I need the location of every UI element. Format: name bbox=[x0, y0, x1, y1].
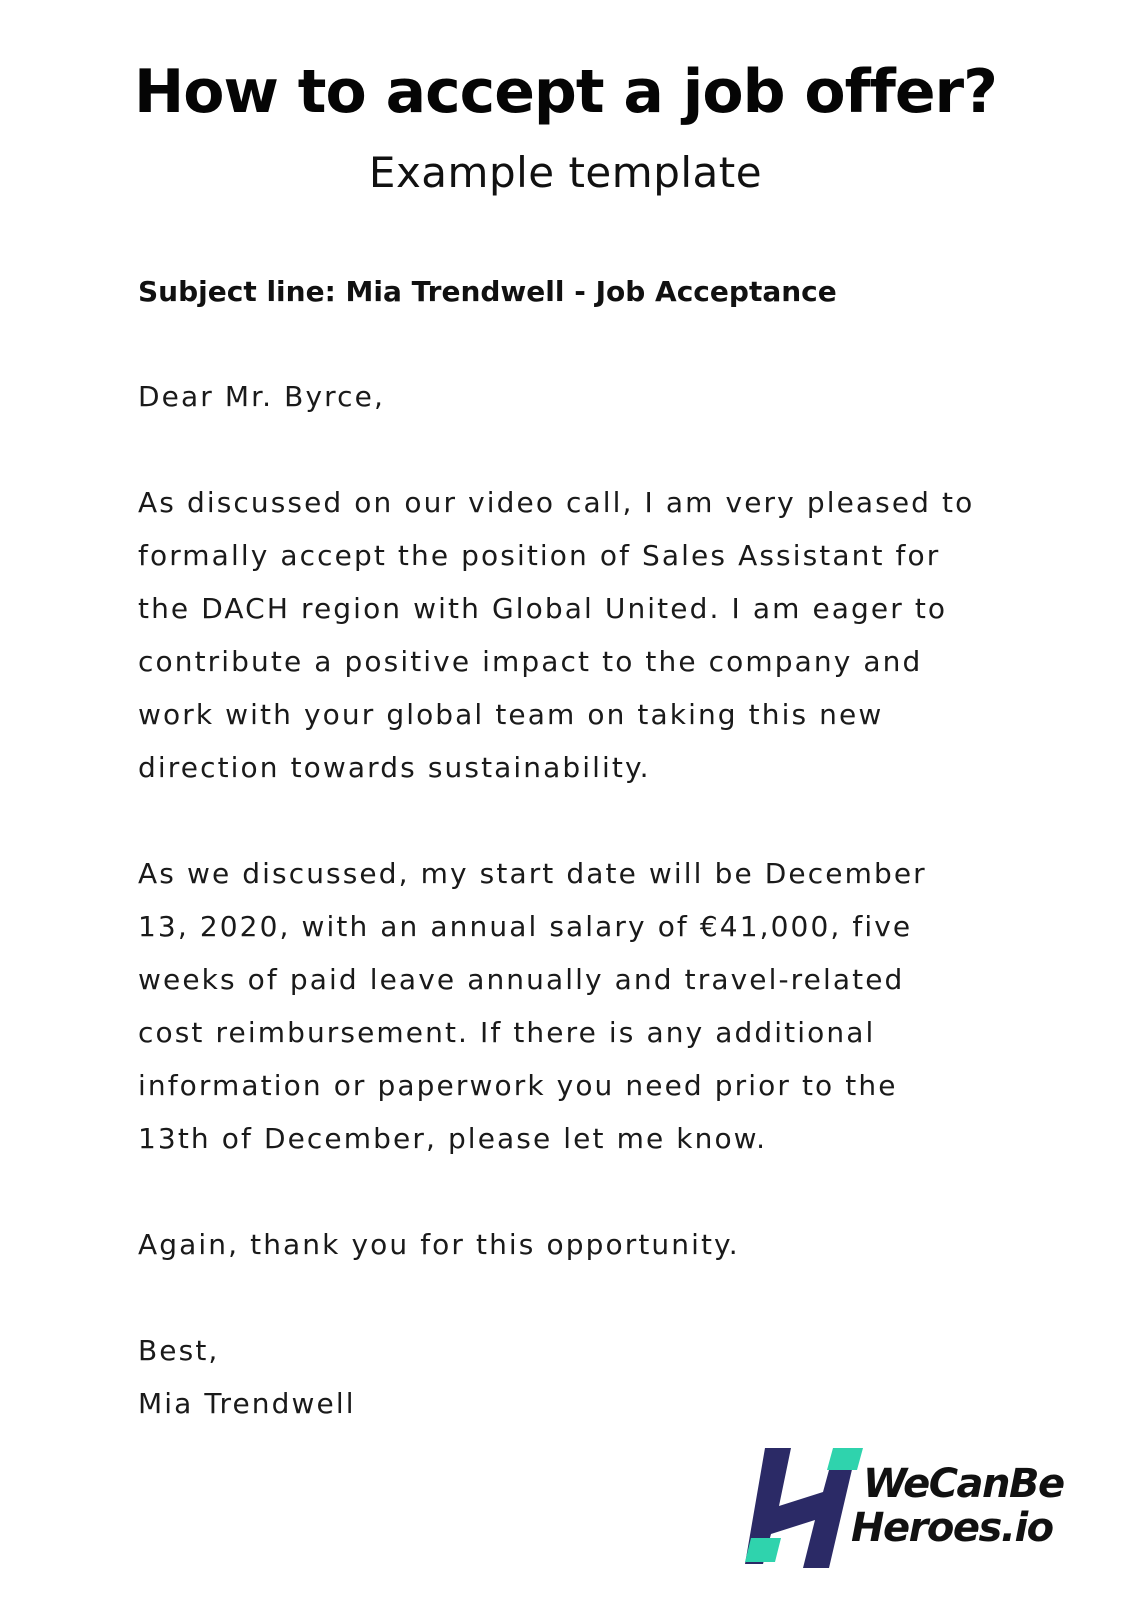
paragraph-2-line: cost reimbursement. If there is any additional bbox=[138, 1016, 876, 1049]
letter-body bbox=[138, 370, 1038, 1430]
paragraph-2-line: 13th of December, please let me know. bbox=[138, 1122, 768, 1155]
paragraph-2-line: 13, 2020, with an annual salary of €41,000, five bbox=[138, 910, 913, 943]
letter-greeting: Dear Mr. Byrce, bbox=[138, 380, 385, 413]
logo-wordmark bbox=[851, 1461, 1064, 1551]
wecanbeheroes-logo bbox=[745, 1448, 1085, 1568]
paragraph-1-line: contribute a positive impact to the company and bbox=[138, 645, 923, 678]
paragraph-2-line: As we discussed, my start date will be December bbox=[138, 857, 927, 890]
logo-wordmark-line-1: WeCanBe bbox=[863, 1461, 1064, 1507]
letter-paragraph-1 bbox=[138, 476, 1038, 794]
page-subtitle: Example template bbox=[368, 148, 763, 197]
paragraph-1-line: the DACH region with Global United. I am eager to bbox=[138, 592, 948, 625]
letter-signature: Mia Trendwell bbox=[138, 1387, 356, 1420]
paragraph-1-line: As discussed on our video call, I am very pleased to bbox=[138, 486, 975, 519]
paragraph-2-line: information or paperwork you need prior to the bbox=[138, 1069, 898, 1102]
page-title: How to accept a job offer? bbox=[134, 57, 997, 127]
letter-thanks: Again, thank you for this opportunity. bbox=[138, 1228, 740, 1261]
subject-line: Subject line: Mia Trendwell - Job Acceptance bbox=[138, 275, 837, 308]
letter-paragraph-2 bbox=[138, 847, 1038, 1165]
paragraph-1-line: formally accept the position of Sales Assistant for bbox=[138, 539, 941, 572]
letter-closing: Best, bbox=[138, 1334, 220, 1367]
wecanbeheroes-logo-icon bbox=[745, 1448, 865, 1568]
letter-signoff bbox=[138, 1324, 1038, 1430]
paragraph-2-line: weeks of paid leave annually and travel-related bbox=[138, 963, 905, 996]
logo-wordmark-line-2: Heroes.io bbox=[851, 1505, 1053, 1551]
paragraph-1-line: work with your global team on taking this new bbox=[138, 698, 884, 731]
paragraph-1-line: direction towards sustainability. bbox=[138, 751, 651, 784]
